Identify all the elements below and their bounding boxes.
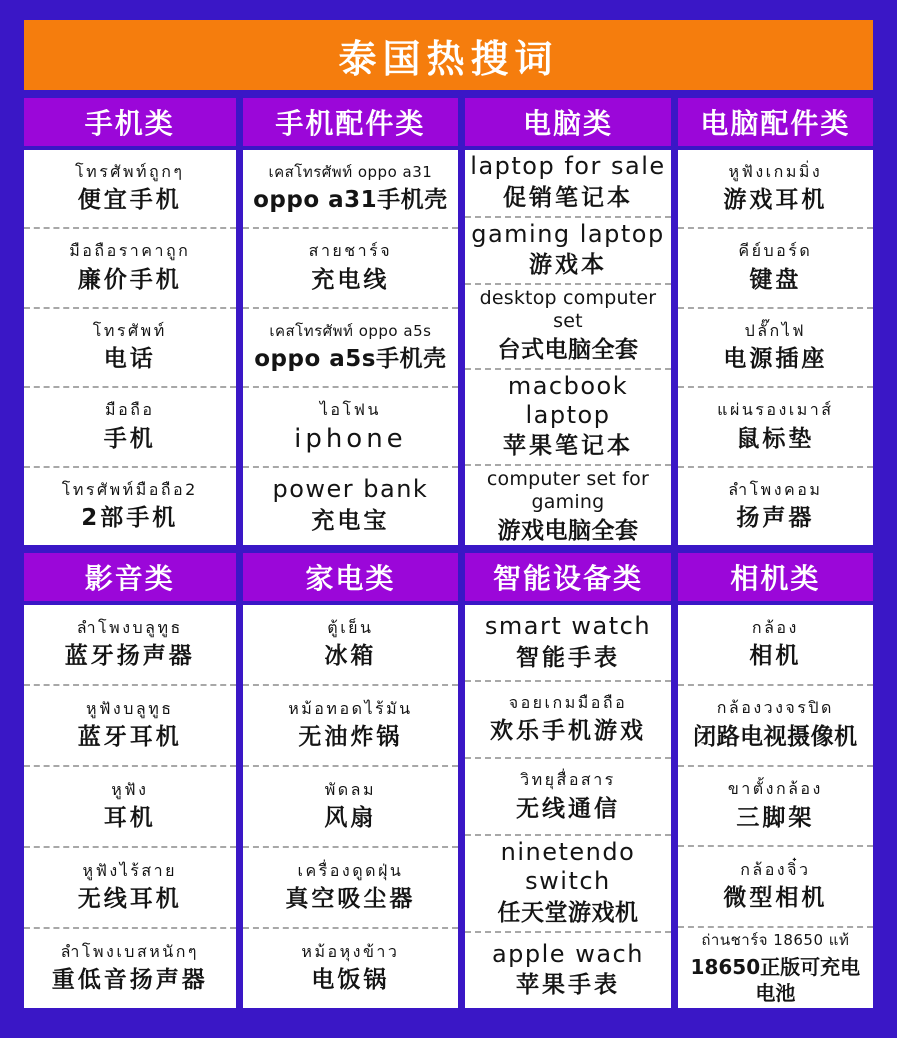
keyword-cell <box>243 307 459 386</box>
keyword-primary: ไอโฟน <box>319 399 381 419</box>
keyword-primary: โทรศัพท์มือถือ2 <box>61 479 198 499</box>
keyword-cell <box>24 386 236 465</box>
keyword-cell <box>243 150 459 227</box>
keyword-cell <box>678 386 873 465</box>
category-body <box>24 150 236 545</box>
category-body <box>465 605 670 1008</box>
keyword-translation: 鼠标垫 <box>736 425 815 452</box>
keyword-cell <box>678 150 873 227</box>
keyword-cell <box>24 846 236 927</box>
keyword-primary: แผ่นรองเมาส์ <box>717 400 834 420</box>
keyword-translation: 闭路电视摄像机 <box>693 723 858 750</box>
category-column-smart-devices <box>465 553 670 1008</box>
keyword-primary: พัดลม <box>324 779 377 799</box>
category-body <box>678 150 873 545</box>
keyword-primary: กล้อง <box>751 617 799 637</box>
keyword-primary: หูฟังไร้สาย <box>82 860 177 880</box>
category-body <box>465 150 670 545</box>
category-header: 影音类 <box>24 553 236 601</box>
keyword-translation: 耳机 <box>103 805 156 832</box>
keyword-translation: 游戏本 <box>528 252 607 279</box>
keyword-cell <box>24 227 236 306</box>
keyword-primary: ขาตั้งกล้อง <box>727 779 823 799</box>
keyword-primary: power bank <box>272 475 429 504</box>
keyword-primary: computer set for gaming <box>486 468 649 514</box>
keyword-cell <box>24 307 236 386</box>
keyword-translation: 游戏电脑全套 <box>497 517 639 544</box>
keyword-primary: laptop for sale <box>470 152 666 180</box>
category-header: 手机配件类 <box>243 98 459 146</box>
keyword-primary: สายชาร์จ <box>308 241 393 261</box>
category-column-computer-accessories <box>678 98 873 545</box>
category-column-phones <box>24 98 236 545</box>
keyword-cell <box>243 227 459 306</box>
category-header: 家电类 <box>243 553 459 601</box>
keyword-translation: 任天堂游戏机 <box>497 899 639 926</box>
keyword-translation: 智能手表 <box>515 644 620 671</box>
keyword-primary: ลำโพงเบสหนักๆ <box>60 941 199 961</box>
keyword-primary: มือถือราคาถูก <box>69 241 191 261</box>
keyword-primary: ลำโพงคอม <box>728 479 823 499</box>
keyword-translation: 欢乐手机游戏 <box>489 718 646 745</box>
category-body <box>24 605 236 1008</box>
keyword-translation: 台式电脑全套 <box>497 336 639 363</box>
keyword-translation: 廉价手机 <box>77 266 182 293</box>
keyword-translation: 苹果手表 <box>515 972 620 999</box>
keyword-primary: ปลั๊กไฟ <box>744 320 807 340</box>
keyword-cell <box>465 216 670 284</box>
keyword-cell <box>678 845 873 926</box>
category-header: 电脑类 <box>465 98 670 146</box>
keyword-cell <box>465 283 670 367</box>
keyword-translation: 重低音扬声器 <box>51 967 208 994</box>
category-body <box>243 150 459 545</box>
category-column-cameras <box>678 553 873 1008</box>
keyword-cell <box>678 684 873 765</box>
keyword-cell <box>243 765 459 846</box>
keyword-primary: กล้องจิ๋ว <box>740 859 811 879</box>
category-column-home-appliances <box>243 553 459 1008</box>
keyword-translation: 苹果笔记本 <box>502 433 633 460</box>
keyword-translation: 游戏耳机 <box>723 187 828 214</box>
keyword-primary: มือถือ <box>105 400 155 420</box>
keyword-translation: 冰箱 <box>324 643 377 670</box>
keyword-cell <box>243 846 459 927</box>
keyword-cell <box>24 605 236 684</box>
keyword-cell <box>678 227 873 306</box>
category-header: 相机类 <box>678 553 873 601</box>
keyword-primary: เครื่องดูดฝุ่น <box>297 860 404 880</box>
keyword-cell <box>678 926 873 1008</box>
keyword-translation: 无线耳机 <box>77 886 182 913</box>
keyword-cell <box>24 150 236 227</box>
keyword-primary: โทรศัพท์ถูกๆ <box>75 162 185 182</box>
keyword-translation: 相机 <box>749 643 802 670</box>
keyword-translation: 风扇 <box>324 805 377 832</box>
keyword-cell <box>465 757 670 834</box>
keyword-cell <box>678 466 873 545</box>
keyword-primary: ลำโพงบลูทูธ <box>76 617 183 637</box>
keyword-primary: หูฟัง <box>111 779 149 799</box>
keyword-cell <box>678 765 873 846</box>
keyword-primary: gaming laptop <box>471 219 665 248</box>
keyword-primary: macbook laptop <box>507 371 629 429</box>
keyword-translation: oppo a31手机壳 <box>253 186 448 213</box>
keyword-translation: 蓝牙扬声器 <box>64 643 195 670</box>
keyword-primary: คีย์บอร์ด <box>738 241 813 261</box>
keyword-cell <box>24 765 236 846</box>
keyword-translation: 2部手机 <box>81 505 179 532</box>
keyword-cell <box>465 680 670 757</box>
keyword-cell <box>465 605 670 680</box>
keyword-cell <box>243 386 459 465</box>
keyword-translation: 键盘 <box>749 266 802 293</box>
keyword-cell <box>465 150 670 216</box>
keyword-primary: หม้อทอดไร้มัน <box>288 698 413 718</box>
keyword-translation: 充电宝 <box>311 508 390 535</box>
keyword-translation: iphone <box>294 424 407 455</box>
keyword-primary: ถ่านชาร์จ 18650 แท้ <box>701 931 850 949</box>
keyword-translation: 电饭锅 <box>311 967 390 994</box>
keyword-cell <box>465 464 670 548</box>
keyword-translation: 无线通信 <box>515 795 620 822</box>
keyword-translation: 促销笔记本 <box>502 184 633 211</box>
keyword-primary: หูฟังบลูทูธ <box>86 698 174 718</box>
keyword-cell <box>243 605 459 684</box>
keyword-translation: 充电线 <box>311 266 390 293</box>
category-body <box>243 605 459 1008</box>
keyword-primary: apple wach <box>491 939 644 968</box>
keyword-primary: กล้องวงจรปิด <box>716 698 834 718</box>
category-column-phone-accessories <box>243 98 459 545</box>
category-column-computers <box>465 98 670 545</box>
category-column-audio-video <box>24 553 236 1008</box>
keyword-translation: 电话 <box>103 346 156 373</box>
keyword-cell <box>243 684 459 765</box>
keyword-translation: oppo a5s手机壳 <box>254 345 447 372</box>
category-header: 手机类 <box>24 98 236 146</box>
keyword-translation: 真空吸尘器 <box>285 886 416 913</box>
keyword-translation: 便宜手机 <box>77 187 182 214</box>
keyword-cell <box>24 466 236 545</box>
keyword-cell <box>243 927 459 1008</box>
keyword-cell <box>465 834 670 930</box>
keyword-primary: จอยเกมมือถือ <box>508 693 628 713</box>
page-title: 泰国热搜词 <box>24 20 873 90</box>
category-header: 智能设备类 <box>465 553 670 601</box>
keyword-primary: desktop computer set <box>479 287 657 333</box>
keyword-cell <box>465 368 670 464</box>
keyword-cell <box>678 307 873 386</box>
keyword-cell <box>24 927 236 1008</box>
keyword-translation: 电源插座 <box>723 346 828 373</box>
keyword-cell <box>678 605 873 684</box>
keyword-primary: เคสโทรศัพท์ oppo a5s <box>269 321 432 340</box>
keyword-primary: หูฟังเกมมิ่ง <box>728 162 823 182</box>
keyword-cell <box>24 684 236 765</box>
keyword-cell <box>465 931 670 1008</box>
keyword-translation: 蓝牙耳机 <box>77 724 182 751</box>
keyword-translation: 无油炸锅 <box>298 724 403 751</box>
section-bottom <box>24 553 873 1008</box>
keyword-cell <box>243 466 459 545</box>
keyword-translation: 18650正版可充电电池 <box>690 955 861 1005</box>
keyword-primary: โทรศัพท์ <box>92 320 167 340</box>
keyword-primary: วิทยุสื่อสาร <box>520 770 616 790</box>
keyword-primary: ตู้เย็น <box>327 617 374 637</box>
section-top <box>24 98 873 545</box>
keyword-primary: เคสโทรศัพท์ oppo a31 <box>268 162 433 181</box>
category-header: 电脑配件类 <box>678 98 873 146</box>
keyword-translation: 手机 <box>103 425 156 452</box>
keyword-translation: 微型相机 <box>723 885 828 912</box>
keyword-primary: ninetendo switch <box>500 838 636 896</box>
keyword-translation: 三脚架 <box>736 804 815 831</box>
keyword-primary: smart watch <box>484 611 652 640</box>
keyword-primary: หม้อหุงข้าว <box>301 941 400 961</box>
keyword-translation: 扬声器 <box>736 505 815 532</box>
category-body <box>678 605 873 1008</box>
